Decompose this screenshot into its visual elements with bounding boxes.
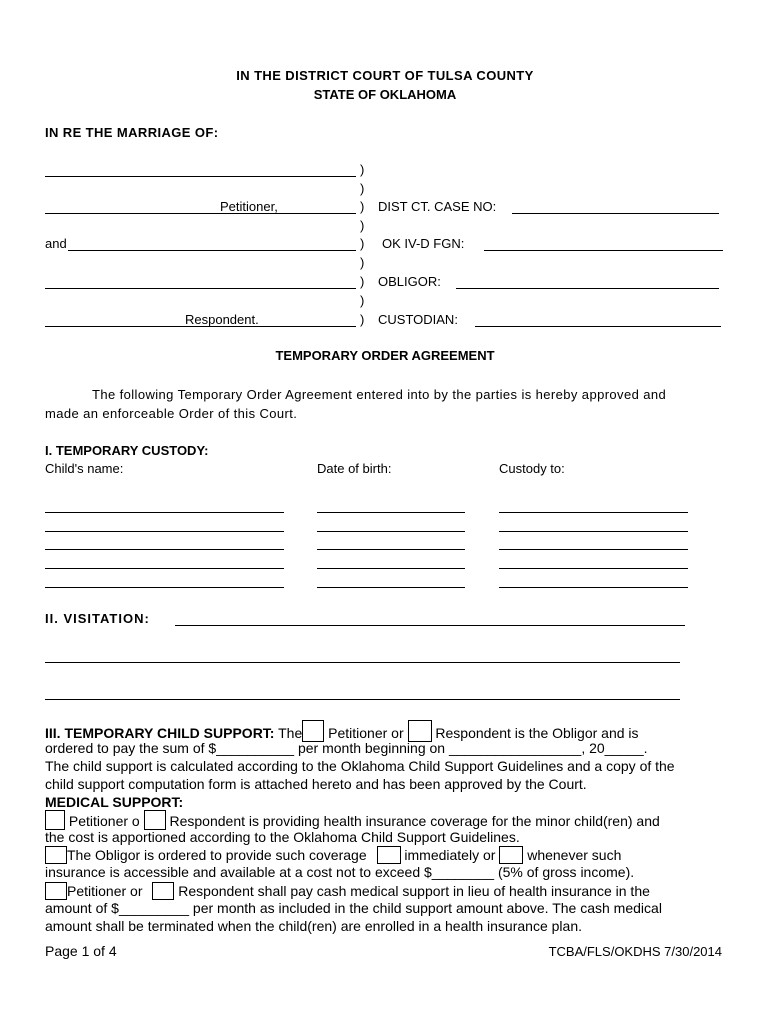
- dob-field[interactable]: [317, 587, 465, 588]
- medical-respondent-checkbox[interactable]: [144, 810, 166, 830]
- child-name-column: Child's name:: [45, 461, 124, 476]
- medical-petitioner-o: Petitioner o: [68, 813, 140, 829]
- visitation-heading: II. VISITATION:: [45, 611, 150, 626]
- obligor-label: OBLIGOR:: [378, 274, 441, 289]
- custody-to-field[interactable]: [499, 512, 688, 513]
- caption-paren: ): [360, 162, 365, 177]
- fgn-label: OK IV-D FGN:: [382, 236, 465, 251]
- intro-line-2: made an enforceable Order of this Court.: [45, 406, 298, 421]
- custody-to-field[interactable]: [499, 568, 688, 569]
- medical-petitioner-checkbox[interactable]: [45, 810, 65, 830]
- cash-petitioner-checkbox[interactable]: [45, 882, 67, 900]
- support-petitioner-or: Petitioner or: [328, 725, 404, 741]
- caption-paren: ): [360, 312, 365, 327]
- visitation-field[interactable]: [45, 699, 680, 700]
- petitioner-name-line-2[interactable]: [45, 213, 356, 214]
- support-line-1: [45, 720, 639, 742]
- and-line[interactable]: [68, 250, 356, 251]
- visitation-field[interactable]: [175, 625, 685, 626]
- whenever-such-text: whenever such: [527, 847, 622, 863]
- support-the: The: [278, 725, 303, 741]
- support-line-4: child support computation form is attached hereto and has been approved by the Court.: [45, 776, 587, 792]
- page-number: Page 1 of 4: [45, 943, 117, 959]
- form-id: TCBA/FLS/OKDHS 7/30/2014: [548, 944, 722, 959]
- support-line-2: ordered to pay the sum of $__________ per month beginning on _________________, 20_____.: [45, 740, 648, 756]
- child-name-field[interactable]: [45, 531, 284, 532]
- dob-field[interactable]: [317, 531, 465, 532]
- custody-to-field[interactable]: [499, 531, 688, 532]
- state-heading: STATE OF OKLAHOMA: [313, 87, 457, 102]
- custody-to-field[interactable]: [499, 549, 688, 550]
- cash-respondent-checkbox[interactable]: [152, 882, 174, 900]
- support-respondent-checkbox[interactable]: [408, 720, 432, 742]
- court-heading: IN THE DISTRICT COURT OF TULSA COUNTY: [236, 68, 534, 83]
- cash-respondent-text: Respondent shall pay cash medical support in lieu of health insurance in the: [178, 883, 650, 899]
- dob-field[interactable]: [317, 568, 465, 569]
- child-name-field[interactable]: [45, 549, 284, 550]
- respondent-name-line-1[interactable]: [45, 288, 356, 289]
- immediately-checkbox[interactable]: [377, 846, 401, 864]
- respondent-label: Respondent.: [185, 312, 259, 327]
- medical-line-6: amount of $_________ per month as included in the child support amount above. The cash medical: [45, 900, 662, 916]
- caption-paren: ): [360, 218, 365, 233]
- petitioner-name-line-1[interactable]: [45, 176, 356, 177]
- caption-paren: ): [360, 236, 365, 251]
- case-no-field[interactable]: [512, 213, 719, 214]
- dob-field[interactable]: [317, 549, 465, 550]
- case-no-label: DIST CT. CASE NO:: [378, 199, 497, 214]
- child-name-field[interactable]: [45, 512, 284, 513]
- petitioner-label: Petitioner,: [220, 199, 278, 214]
- support-line-3: The child support is calculated according to the Oklahoma Child Support Guidelines and a copy of the: [45, 758, 675, 774]
- child-name-field[interactable]: [45, 568, 284, 569]
- obligor-ordered-text: The Obligor is ordered to provide such coverage: [67, 847, 367, 863]
- custody-to-column: Custody to:: [499, 461, 565, 476]
- and-label: and: [45, 236, 67, 251]
- fgn-field[interactable]: [484, 250, 723, 251]
- caption-paren: ): [360, 255, 365, 270]
- medical-heading: MEDICAL SUPPORT:: [45, 794, 184, 810]
- support-petitioner-checkbox[interactable]: [302, 720, 324, 742]
- custodian-label: CUSTODIAN:: [378, 312, 458, 327]
- child-name-field[interactable]: [45, 587, 284, 588]
- document-title: TEMPORARY ORDER AGREEMENT: [275, 348, 495, 363]
- whenever-checkbox[interactable]: [499, 846, 523, 864]
- caption-paren: ): [360, 274, 365, 289]
- dob-column: Date of birth:: [317, 461, 392, 476]
- medical-respondent-providing: Respondent is providing health insurance coverage for the minor child(ren) and: [169, 813, 660, 829]
- caption-paren: ): [360, 199, 365, 214]
- medical-line-1: [45, 810, 660, 830]
- medical-line-2: the cost is apportioned according to the Oklahoma Child Support Guidelines.: [45, 829, 520, 845]
- caption-paren: ): [360, 181, 365, 196]
- cash-petitioner-or: Petitioner or: [67, 883, 143, 899]
- custody-heading: I. TEMPORARY CUSTODY:: [45, 443, 209, 458]
- custodian-field[interactable]: [475, 326, 721, 327]
- custody-to-field[interactable]: [499, 587, 688, 588]
- intro-line-1: The following Temporary Order Agreement entered into by the parties is hereby approved and: [92, 387, 667, 402]
- in-re-heading: IN RE THE MARRIAGE OF:: [45, 125, 219, 140]
- obligor-field[interactable]: [456, 288, 719, 289]
- medical-line-5: [45, 882, 650, 900]
- caption-paren: ): [360, 293, 365, 308]
- medical-line-7: amount shall be terminated when the child(ren) are enrolled in a health insurance plan.: [45, 918, 582, 934]
- medical-line-3: [45, 846, 621, 864]
- obligor-coverage-checkbox[interactable]: [45, 846, 67, 864]
- immediately-or-text: immediately or: [404, 847, 496, 863]
- visitation-field[interactable]: [45, 662, 680, 663]
- dob-field[interactable]: [317, 512, 465, 513]
- medical-line-4: insurance is accessible and available at a cost not to exceed $________ (5% of gross income).: [45, 864, 635, 880]
- support-respondent-obligor: Respondent is the Obligor and is: [435, 725, 639, 741]
- support-heading: III. TEMPORARY CHILD SUPPORT:: [45, 725, 275, 741]
